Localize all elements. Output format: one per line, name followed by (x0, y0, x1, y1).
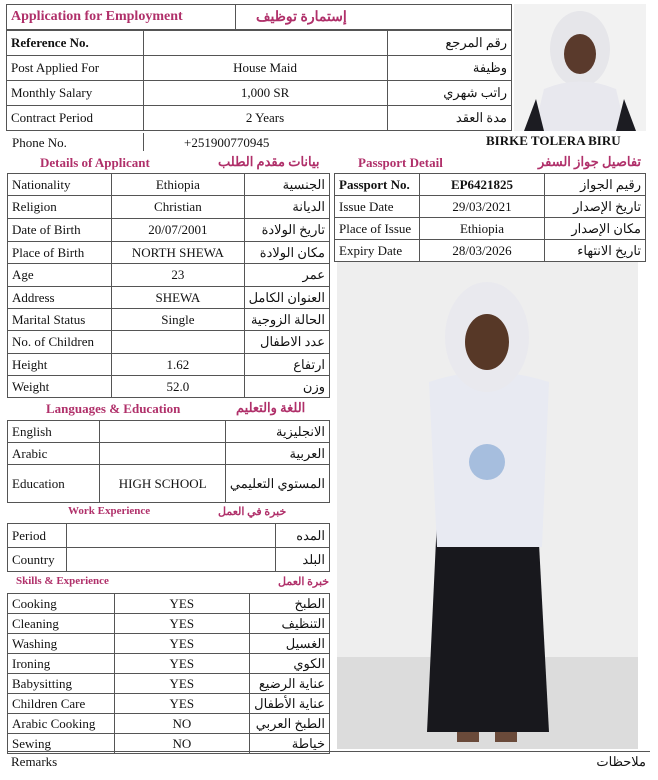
lang-label-ar-english: الانجليزية (225, 421, 329, 443)
applicant-section-title: Details of Applicant (40, 155, 150, 170)
top-info-table (6, 30, 512, 131)
lang-label-ar-arabic: العربية (225, 443, 329, 465)
portrait-image (514, 4, 646, 131)
lang-value-education: HIGH SCHOOL (100, 465, 225, 503)
skill-row-washing (8, 634, 330, 654)
applicant-label-ar-religion: الديانة (244, 196, 329, 219)
skill-value-arabic-cooking: NO (114, 714, 250, 734)
languages-section-title-ar: اللغة والتعليم (236, 400, 306, 415)
header-table (6, 4, 512, 30)
applicant-value-religion: Christian (112, 196, 244, 219)
skill-label-babysitting: Babysitting (8, 674, 115, 694)
skill-label-washing: Washing (8, 634, 115, 654)
applicant-row-no-of-children (8, 331, 330, 354)
applicant-table (7, 173, 330, 398)
skill-label-ar-babysitting: عناية الرضيع (250, 674, 330, 694)
passport-value-issue-date: 29/03/2021 (420, 196, 545, 218)
skill-label-sewing: Sewing (8, 734, 115, 754)
top-row-contract-period (7, 106, 512, 131)
passport-section-title-ar: تفاصيل جواز السفر (538, 154, 642, 169)
work-section-title-ar: خبرة في العمل (218, 506, 287, 518)
passport-label-ar-expiry-date: تاريخ الانتهاء (545, 240, 646, 262)
form-title: Application for Employment (7, 5, 236, 30)
passport-row-place-of-issue (335, 218, 646, 240)
skill-label-cleaning: Cleaning (8, 614, 115, 634)
work-value-country (67, 548, 276, 572)
top-value-contract-period: 2 Years (143, 106, 387, 131)
lang-value-arabic (100, 443, 225, 465)
applicant-label-place-of-birth: Place of Birth (8, 242, 112, 264)
skills-section-title-ar: خبرة العمل (278, 576, 330, 588)
skill-value-washing: YES (114, 634, 250, 654)
skill-value-cooking: YES (114, 594, 250, 614)
top-label-reference-no: Reference No. (7, 31, 144, 56)
skill-value-cleaning: YES (114, 614, 250, 634)
applicant-label-ar-place-of-birth: مكان الولادة (244, 242, 329, 264)
applicant-row-address (8, 287, 330, 309)
applicant-value-nationality: Ethiopia (112, 174, 244, 196)
work-table (7, 523, 330, 572)
work-section-title: Work Experience (68, 505, 151, 517)
applicant-value-age: 23 (112, 264, 244, 287)
phone-divider (143, 133, 144, 151)
skill-label-ironing: Ironing (8, 654, 115, 674)
skill-label-ar-sewing: خياطة (250, 734, 330, 754)
applicant-section-title-ar: بيانات مقدم الطلب (218, 154, 320, 169)
passport-row-passport-no (335, 174, 646, 196)
skill-row-cleaning (8, 614, 330, 634)
passport-label-place-of-issue: Place of Issue (335, 218, 420, 240)
skill-row-arabic-cooking (8, 714, 330, 734)
lang-label-english: English (8, 421, 100, 443)
skill-value-ironing: YES (114, 654, 250, 674)
applicant-value-height: 1.62 (112, 354, 244, 376)
passport-value-passport-no: EP6421825 (420, 174, 545, 196)
skills-section-title: Skills & Experience (16, 575, 109, 587)
applicant-label-weight: Weight (8, 376, 112, 398)
applicant-row-marital-status (8, 309, 330, 331)
skill-row-babysitting (8, 674, 330, 694)
work-label-ar-country: البلد (276, 548, 330, 572)
skill-label-ar-cooking: الطبخ (250, 594, 330, 614)
applicant-row-religion (8, 196, 330, 219)
skill-label-ar-children-care: عناية الأطفال (250, 694, 330, 714)
form-title-ar: إستمارة توظيف (236, 5, 512, 30)
remarks-label-ar: ملاحظات (319, 752, 650, 772)
work-label-period: Period (8, 524, 67, 548)
passport-row-issue-date (335, 196, 646, 218)
applicant-label-no-of-children: No. of Children (8, 331, 112, 354)
top-value-reference-no (143, 31, 387, 56)
phone-label: Phone No. (12, 135, 67, 150)
work-row-country (8, 548, 330, 572)
full-body-image (337, 262, 638, 749)
applicant-value-date-of-birth: 20/07/2001 (112, 219, 244, 242)
top-label-ar-contract-period: مدة العقد (387, 106, 512, 131)
applicant-label-nationality: Nationality (8, 174, 112, 196)
top-row-monthly-salary (7, 81, 512, 106)
lang-row-arabic (8, 443, 330, 465)
passport-row-expiry-date (335, 240, 646, 262)
lang-value-english (100, 421, 225, 443)
passport-table (334, 173, 646, 262)
passport-label-ar-passport-no: رقيم الجواز (545, 174, 646, 196)
applicant-row-place-of-birth (8, 242, 330, 264)
applicant-label-ar-nationality: الجنسية (244, 174, 329, 196)
remarks-label: Remarks (7, 752, 319, 772)
applicant-value-address: SHEWA (112, 287, 244, 309)
skill-label-ar-washing: الغسيل (250, 634, 330, 654)
passport-section-title: Passport Detail (358, 155, 443, 170)
applicant-label-ar-height: ارتفاع (244, 354, 329, 376)
lang-row-education (8, 465, 330, 503)
top-row-reference-no (7, 31, 512, 56)
remarks-table (7, 751, 650, 772)
skill-row-ironing (8, 654, 330, 674)
top-label-ar-monthly-salary: راتب شهري (387, 81, 512, 106)
work-label-ar-period: المده (276, 524, 330, 548)
applicant-row-age (8, 264, 330, 287)
applicant-label-ar-marital-status: الحالة الزوجية (244, 309, 329, 331)
languages-section-title: Languages & Education (46, 401, 181, 416)
applicant-label-ar-date-of-birth: تاريخ الولادة (244, 219, 329, 242)
work-row-period (8, 524, 330, 548)
skill-label-ar-cleaning: التنظيف (250, 614, 330, 634)
passport-label-issue-date: Issue Date (335, 196, 420, 218)
passport-value-place-of-issue: Ethiopia (420, 218, 545, 240)
applicant-value-marital-status: Single (112, 309, 244, 331)
lang-label-ar-education: المستوي التعليمي (225, 465, 329, 503)
top-label-post-applied-for: Post Applied For (7, 56, 144, 81)
passport-label-ar-issue-date: تاريخ الإصدار (545, 196, 646, 218)
applicant-photo-full (337, 262, 638, 749)
languages-table (7, 420, 330, 503)
work-label-country: Country (8, 548, 67, 572)
lang-row-english (8, 421, 330, 443)
passport-value-expiry-date: 28/03/2026 (420, 240, 545, 262)
applicant-value-weight: 52.0 (112, 376, 244, 398)
top-label-ar-reference-no: رقم المرجع (387, 31, 512, 56)
skill-value-sewing: NO (114, 734, 250, 754)
skill-label-ar-arabic-cooking: الطبخ العربي (250, 714, 330, 734)
work-value-period (67, 524, 276, 548)
top-label-ar-post-applied-for: وظيفة (387, 56, 512, 81)
applicant-row-weight (8, 376, 330, 398)
skill-value-children-care: YES (114, 694, 250, 714)
applicant-photo-portrait (514, 4, 646, 131)
applicant-label-ar-age: عمر (244, 264, 329, 287)
skill-row-children-care (8, 694, 330, 714)
applicant-value-no-of-children (112, 331, 244, 354)
applicant-label-religion: Religion (8, 196, 112, 219)
applicant-name: BIRKE TOLERA BIRU (486, 133, 621, 148)
lang-label-arabic: Arabic (8, 443, 100, 465)
applicant-label-age: Age (8, 264, 112, 287)
applicant-label-date-of-birth: Date of Birth (8, 219, 112, 242)
applicant-label-address: Address (8, 287, 112, 309)
applicant-label-ar-address: العنوان الكامل (244, 287, 329, 309)
applicant-row-date-of-birth (8, 219, 330, 242)
applicant-label-ar-weight: وزن (244, 376, 329, 398)
skills-table (7, 593, 330, 754)
applicant-row-height (8, 354, 330, 376)
top-value-post-applied-for: House Maid (143, 56, 387, 81)
passport-label-ar-place-of-issue: مكان الإصدار (545, 218, 646, 240)
skill-label-cooking: Cooking (8, 594, 115, 614)
top-value-monthly-salary: 1,000 SR (143, 81, 387, 106)
applicant-label-ar-no-of-children: عدد الاطفال (244, 331, 329, 354)
skill-value-babysitting: YES (114, 674, 250, 694)
skill-row-cooking (8, 594, 330, 614)
applicant-label-marital-status: Marital Status (8, 309, 112, 331)
skill-label-children-care: Children Care (8, 694, 115, 714)
lang-label-education: Education (8, 465, 100, 503)
skill-label-arabic-cooking: Arabic Cooking (8, 714, 115, 734)
phone-value: +251900770945 (184, 135, 270, 150)
applicant-label-height: Height (8, 354, 112, 376)
applicant-value-place-of-birth: NORTH SHEWA (112, 242, 244, 264)
applicant-row-nationality (8, 174, 330, 196)
passport-label-expiry-date: Expiry Date (335, 240, 420, 262)
passport-label-passport-no: Passport No. (335, 174, 420, 196)
skill-label-ar-ironing: الكوي (250, 654, 330, 674)
top-label-monthly-salary: Monthly Salary (7, 81, 144, 106)
top-label-contract-period: Contract Period (7, 106, 144, 131)
top-row-post-applied-for (7, 56, 512, 81)
